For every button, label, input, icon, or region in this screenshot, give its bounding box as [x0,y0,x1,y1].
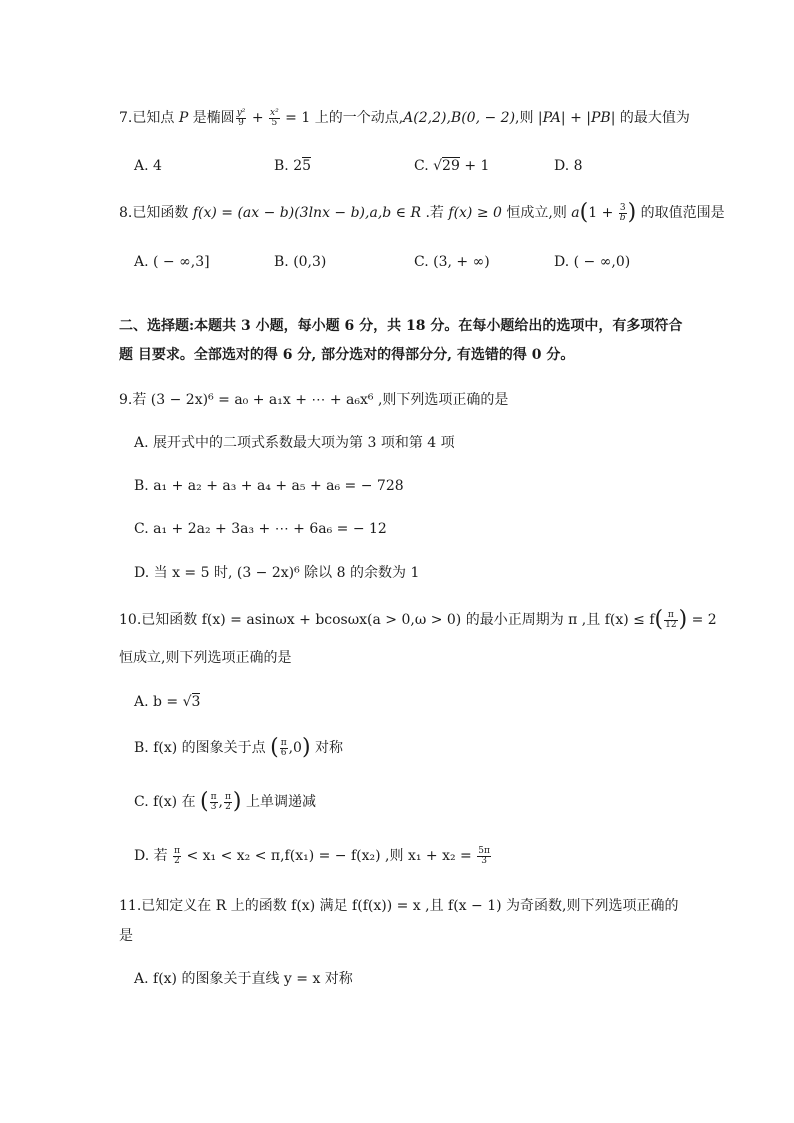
q8-prefix: 8.已知函数 [119,205,193,221]
q10-stem-line2: 恒成立,则下列选项正确的是 [119,650,292,666]
q10-b-frac: $\frac{\pi}{6}$ [280,737,287,758]
q10-c-frac2: $\frac{\pi}{2}$ [224,791,231,812]
q8-one-plus: 1 + [588,205,618,221]
q11-option-a: A. f(x) 的图象关于直线 y = x 对称 [134,971,353,987]
q9-option-c: C. a₁ + 2a₂ + 3a₃ + ⋯ + 6a₆ = − 12 [134,521,387,537]
q10-stem-b: = 2 [687,612,717,628]
q7-text-b: = 1 上的一个动点, [280,110,404,126]
q10-sqrt-3: 3 [191,694,201,710]
q7-sqrt-5: 5 [302,158,312,174]
q10-option-c: C. f(x) 在 ( $\frac{\pi}{3}$ , $\frac{\pi}{2}$ ) 上单调递减 [134,789,316,814]
q8-stem: 8.已知函数 f(x) = (ax − b)(3lnx − b),a,b ∈ R .若 f(x) ≥ 0 恒成立,则 a(1 + $\frac{3}{b}$ ) 的取值范围是 [119,200,725,225]
q7-option-b: B. 25 [274,158,312,174]
q11-line1: 11.已知定义在 R 上的函数 f(x) 满足 f(f(x)) = x ,且 f(x − 1) 为奇函数,则下列选项正确的 [119,898,679,914]
q7-stem [119,108,690,128]
q7-text-c: ,则 | [515,110,543,126]
q7-text-d: | + | [560,110,591,126]
q8-cond: f(x) ≥ 0 [448,205,502,221]
q8-option-a: A. ( − ∞,3] [134,254,210,270]
q8-mid2: 恒成立,则 [501,205,572,221]
q9-option-a: A. 展开式中的二项式系数最大项为第 3 项和第 4 项 [134,435,455,451]
q7-sqrt-29: 29 [442,158,460,174]
q8-frac: $\frac{3}{b}$ [619,202,626,223]
q7-pb: PB [590,110,611,126]
q8-a: a [571,205,580,221]
q7-option-d: D. 8 [554,158,583,174]
q10-option-a: A. b = √3 [134,694,201,710]
q10-stem-a: 10.已知函数 f(x) = asinωx + bcosωx(a > 0,ω > 0) 的最小正周期为 π ,且 f(x) ≤ f [119,612,655,628]
q10-option-d: D. 若 $\frac{\pi}{2}$ < x₁ < x₂ < π,f(x₁) = − f(x₂) ,则 x₁ + x₂ = $\frac{5\pi}{3}$ [134,845,490,866]
q7-option-a: A. 4 [134,158,162,174]
q7-point-p: P [178,110,189,126]
q10-d-frac1: $\frac{\pi}{2}$ [174,845,180,866]
q7-frac-x: $\frac{\text{x²}}{5}$ [270,107,279,128]
section2-line1: 二、选择题:本题共 3 小题，每小题 6 分，共 18 分。在每小题给出的选项中，有多项符合 [119,318,683,334]
q8-mid: .若 [421,205,449,221]
q8-option-b: B. (0,3) [274,254,327,270]
q8-expr: f(x) = (ax − b)(3lnx − b),a,b ∈ R [192,205,422,221]
q7-option-c: C. √29 + 1 [414,158,490,174]
q8-option-d: D. ( − ∞,0) [554,254,631,270]
q7-plus: + [247,110,269,126]
q7-text-e: | 的最大值为 [610,110,690,126]
q10-stem: 10.已知函数 f(x) = asinωx + bcosωx(a > 0,ω > 0) 的最小正周期为 π ,且 f(x) ≤ f( $\frac{\pi}{12}$ ) = 2 [119,607,717,632]
q9-stem: 9.若 (3 − 2x)⁶ = a₀ + a₁x + ⋯ + a₆x⁶ ,则下列选项正确的是 [119,392,509,408]
q10-stem-frac: $\frac{\pi}{12}$ [665,609,677,630]
q7-text-a: 是椭圆 [188,110,235,126]
section2-line2: 题 目要求。全部选对的得 6 分, 部分选对的得部分分, 有选错的得 0 分。 [119,347,575,363]
q10-option-b: B. f(x) 的图象关于点 ( $\frac{\pi}{6}$ ,0) 对称 [134,735,344,760]
q7-prefix: 7.已知点 [119,110,179,126]
q7-points: A(2,2),B(0, − 2) [403,110,516,126]
q8-suffix: 的取值范围是 [636,205,725,221]
q9-option-d: D. 当 x = 5 时, (3 − 2x)⁶ 除以 8 的余数为 1 [134,565,420,581]
q11-line2: 是 [119,928,133,944]
q10-c-frac1: $\frac{\pi}{3}$ [210,791,217,812]
q7-frac-y: $\frac{\text{y²}}{9}$ [236,107,246,128]
q8-option-c: C. (3, + ∞) [414,254,490,270]
q10-d-frac2: $\frac{5\pi}{3}$ [478,845,490,866]
q7-pa: PA [542,110,561,126]
q9-option-b: B. a₁ + a₂ + a₃ + a₄ + a₅ + a₆ = − 728 [134,478,404,494]
